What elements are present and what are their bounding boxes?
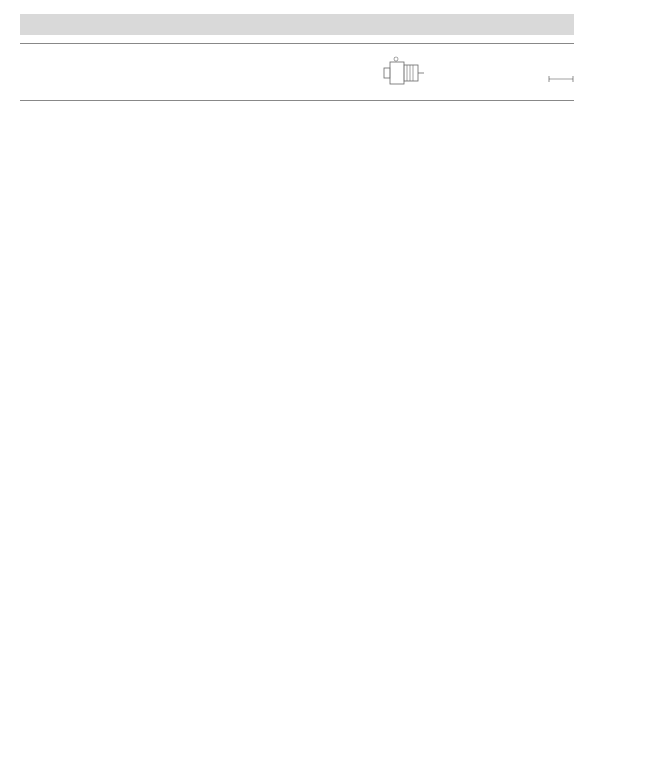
table-header	[20, 43, 574, 101]
header-n2	[280, 64, 320, 77]
gear-motor-icon	[382, 56, 426, 88]
page-arrow-icon	[548, 76, 574, 82]
header-p1n	[235, 64, 265, 79]
header-n1	[97, 64, 141, 77]
header-m2max	[34, 64, 74, 79]
title-bar	[20, 14, 574, 35]
